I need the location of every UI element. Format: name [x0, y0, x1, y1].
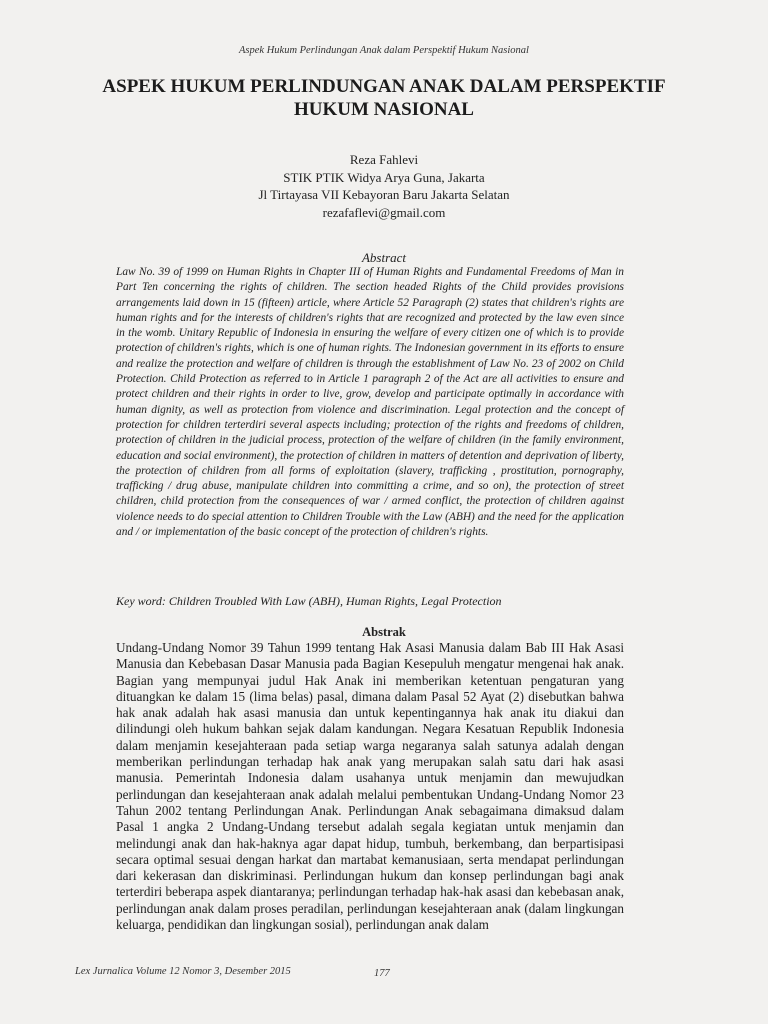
author-address: Jl Tirtayasa VII Kebayoran Baru Jakarta Selatan: [258, 187, 510, 202]
running-head: Aspek Hukum Perlindungan Anak dalam Perspektif Hukum Nasional: [239, 45, 529, 56]
author-name: Reza Fahlevi: [349, 152, 419, 167]
author-block: [0, 151, 768, 221]
abstract-text: Law No. 39 of 1999 on Human Rights in Chapter III of Human Rights and Fundamental Freedoms of Man in Part Ten concerning the rights of children. The section headed Rights of the Child provides provisions arrangements laid down in 15 (fifteen) article, where Article 52 Paragraph (2) states that children's rights are human rights and for the interests of children's rights that are recognized and protected by the law even since in the womb. Unitary Republic of Indonesia in ensuring the welfare of every citizen one of which is to provide protection of children's rights, which is one of human rights. The Indonesian government in its efforts to ensure and realize the protection and welfare of children is through the establishment of Law No. 23 of 2002 on Child Protection. Child Protection as referred to in Article 1 paragraph 2 of the Act are all activities to ensure and protect children and their rights in order to live, grow, develop and participate optimally in accordance with human dignity, as well as protection from violence and discrimination. Legal protection and the concept of protection for children terterdiri several aspects including; protection of the rights and freedoms of children, protection of children in the judicial process, protection of the welfare of children (in the family environment, education and social environment), the protection of children in matters of detention and deprivation of liberty, the protection of children from all forms of exploitation (slavery, trafficking , prostitution, pornography, trafficking / drug abuse, manipulate children into committing a crime, and so on), the protection of street children, child protection from the consequences of war / armed conflict, the protection of children against violence needs to do special attention to Children Trouble with the Law (ABH) and the need for the application and / or implementation of the basic concept of the protection of children's rights.: [116, 266, 624, 539]
page-number: 177: [374, 968, 390, 979]
author-email: rezafaflevi@gmail.com: [322, 204, 446, 220]
keywords: Key word: Children Troubled With Law (ABH), Human Rights, Legal Protection: [116, 594, 502, 608]
abstrak-text: Undang-Undang Nomor 39 Tahun 1999 tentang Hak Asasi Manusia dalam Bab III Hak Asasi Manusia dan Kebebasan Dasar Manusia pada Bagian Kesepuluh mengatur mengenai hak anak. Bagian yang mempunyai judul Hak Anak ini memberikan ketentuan pengaturan yang dituangkan ke dalam 15 (lima belas) pasal, dimana dalam Pasal 52 Ayat (2) disebutkan bahwa hak anak adalah hak asasi manusia dan untuk kepentingannya hak anak itu diakui dan dilindungi oleh hukum bahkan sejak dalam kandungan. Negara Kesatuan Republik Indonesia dalam menjamin kesejahteraan pada setiap warga negaranya salah satunya adalah dengan memberikan perlindungan terhadap hak anak yang merupakan salah satu dari hak asasi manusia. Pemerintah Indonesia dalam usahanya untuk menjamin dan mewujudkan perlindungan dan kesejahteraan anak adalah melalui pembentukan Undang-Undang Nomor 23 Tahun 2002 tentang Perlindungan Anak. Perlindungan Anak sebagaimana dimaksud dalam Pasal 1 angka 2 Undang-Undang tersebut adalah segala kegiatan untuk menjamin dan melindungi anak dan hak-haknya agar dapat hidup, tumbuh, berkembang, dan berpartisipasi secara optimal sesuai dengan harkat dan martabat kemanusiaan, serta mendapat perlindungan dari kekerasan dan diskriminasi. Perlindungan hukum dan konsep perlindungan bagi anak terterdiri beberapa aspek diantaranya; perlindungan terhadap hak-hak asasi dan kebebasan anak, perlindungan anak dalam proses peradilan, perlindungan kesejahteraan anak (dalam lingkungan keluarga, pendidikan dan lingkungan sosial), perlindungan anak dalam: [116, 640, 624, 933]
abstract-heading: Abstract: [361, 250, 407, 265]
author-affiliation: STIK PTIK Widya Arya Guna, Jakarta: [283, 169, 485, 185]
footer-journal: Lex Jurnalica Volume 12 Nomor 3, Desember 2015: [75, 966, 291, 977]
paper-title: ASPEK HUKUM PERLINDUNGAN ANAK DALAM PERSPEKTIF HUKUM NASIONAL: [102, 76, 666, 120]
abstrak-heading: Abstrak: [362, 625, 406, 639]
